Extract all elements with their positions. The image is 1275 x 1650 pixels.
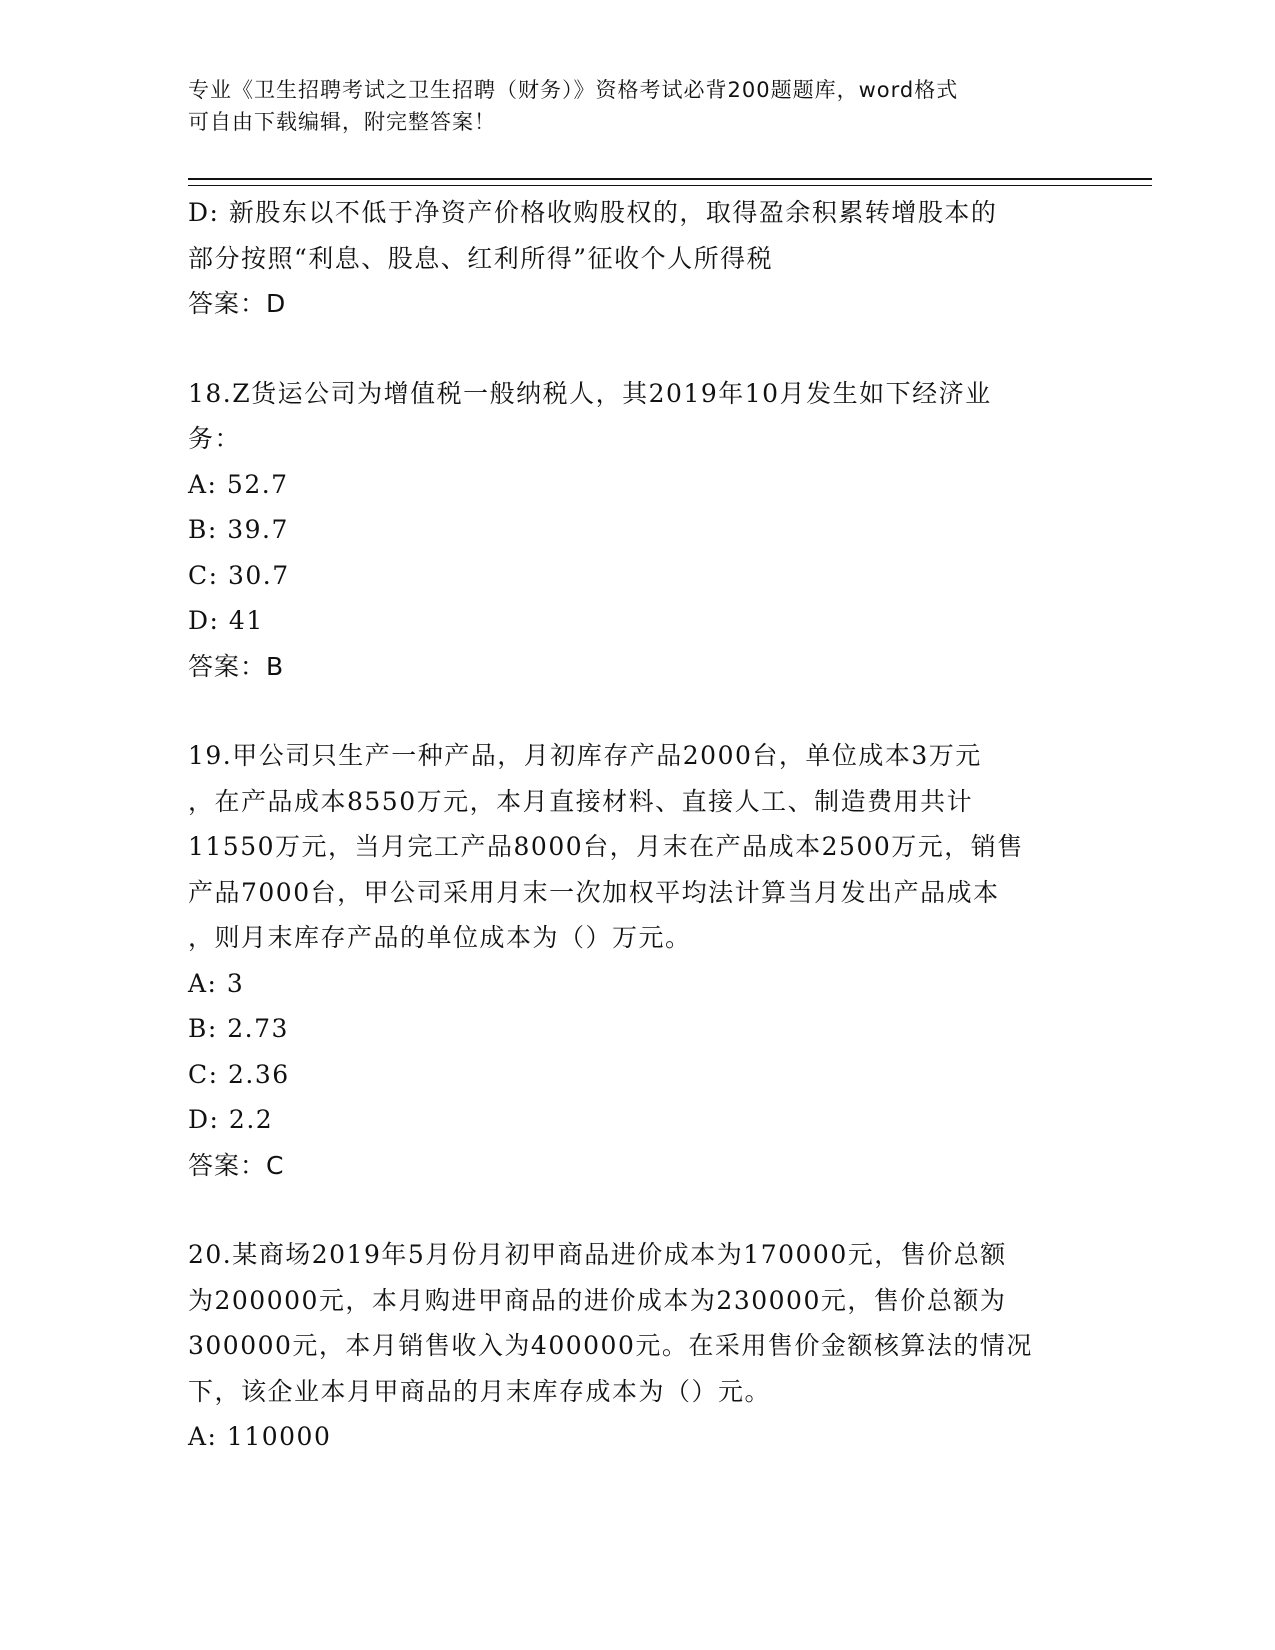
spacer <box>188 689 1088 733</box>
q17-option-d-line-2: 部分按照“利息、股息、红利所得”征收个人所得税 <box>188 243 774 273</box>
header-line-1: 专业《卫生招聘考试之卫生招聘（财务）》资格考试必背200题题库，word格式 <box>188 78 959 102</box>
spacer <box>188 327 1088 371</box>
q19-option-b: B: 2.73 <box>188 1014 289 1043</box>
q18-option-a: A: 52.7 <box>188 469 289 499</box>
question-18 <box>188 371 1088 690</box>
q19-stem-line-3: 11550万元，当月完工产品8000台，月末在产品成本2500万元，销售 <box>188 832 1024 861</box>
q18-option-c: C: 30.7 <box>188 560 290 590</box>
q19-stem-line-1: 19.甲公司只生产一种产品，月初库存产品2000台，单位成本3万元 <box>188 741 982 770</box>
q19-stem-line-2: ，在产品成本8550万元，本月直接材料、直接人工、制造费用共计 <box>188 786 974 816</box>
q19-option-a: A: 3 <box>188 968 245 998</box>
header-divider-thick <box>188 178 1152 180</box>
question-content <box>188 190 1088 1460</box>
question-20 <box>188 1232 1088 1460</box>
q18-stem-line-1: 18.Z货运公司为增值税一般纳税人，其2019年10月发生如下经济业 <box>188 378 992 408</box>
header-line-2: 可自由下载编辑，附完整答案！ <box>188 110 496 134</box>
q19-answer: 答案：C <box>188 1150 285 1180</box>
question-19 <box>188 733 1088 1188</box>
q18-answer: 答案：B <box>188 651 285 681</box>
q17-answer: 答案：D <box>188 289 287 318</box>
q17-option-d-line-1: D: 新股东以不低于净资产价格收购股权的，取得盈余积累转增股本的 <box>188 198 998 227</box>
q19-option-d: D: 2.2 <box>188 1105 274 1134</box>
q18-stem-line-2: 务： <box>188 424 242 453</box>
q19-option-c: C: 2.36 <box>188 1059 290 1089</box>
q20-stem-line-3: 300000元，本月销售收入为400000元。在采用售价金额核算法的情况 <box>188 1331 1033 1360</box>
q20-stem-line-1: 20.某商场2019年5月份月初甲商品进价成本为170000元，售价总额 <box>188 1240 1007 1269</box>
q18-option-d: D: 41 <box>188 606 264 635</box>
q20-stem-line-2: 为200000元，本月购进甲商品的进价成本为230000元，售价总额为 <box>188 1285 1007 1315</box>
question-17-tail <box>188 190 1088 327</box>
document-header <box>188 74 1068 138</box>
q19-stem-line-5: ，则月末库存产品的单位成本为（）万元。 <box>188 923 692 952</box>
q18-option-b: B: 39.7 <box>188 515 289 544</box>
header-divider-thin <box>188 185 1152 186</box>
q19-stem-line-4: 产品7000台，甲公司采用月末一次加权平均法计算当月发出产品成本 <box>188 877 1000 907</box>
q20-option-a: A: 110000 <box>188 1422 332 1451</box>
spacer <box>188 1188 1088 1232</box>
q20-stem-line-4: 下，该企业本月甲商品的月末库存成本为（）元。 <box>188 1376 772 1406</box>
